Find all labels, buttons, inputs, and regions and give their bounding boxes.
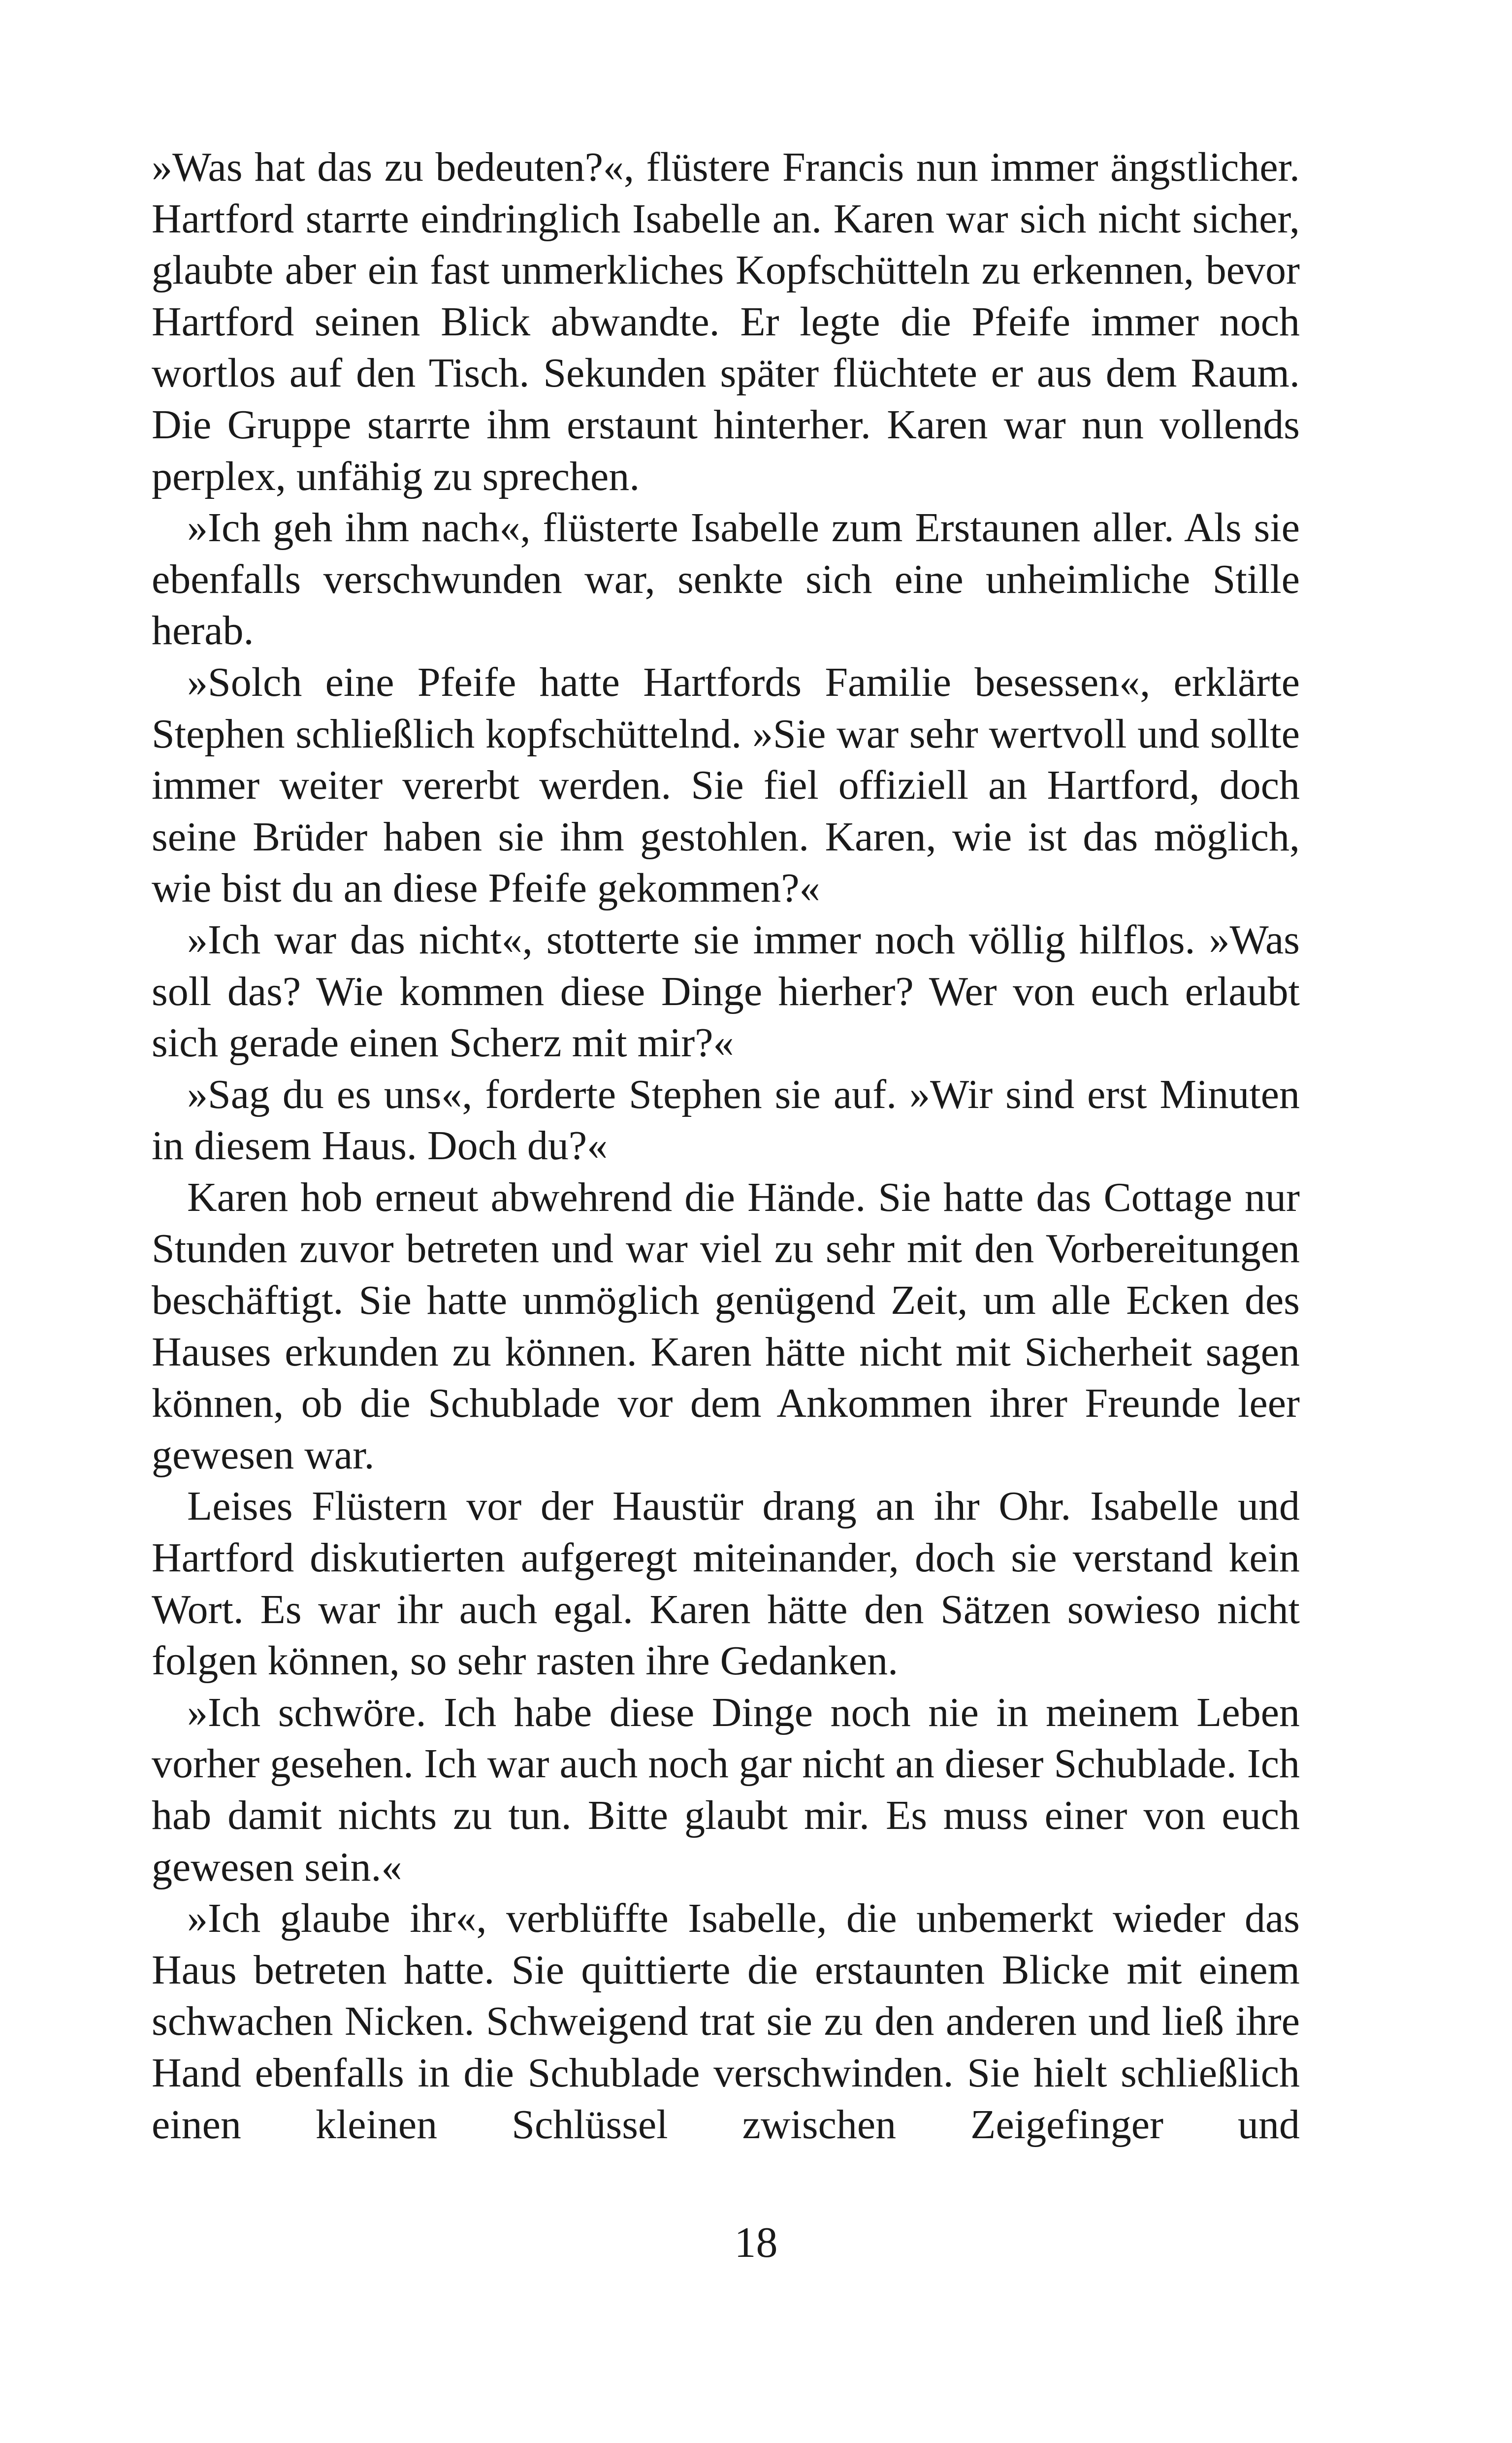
page-number: 18 (734, 2219, 778, 2267)
paragraph-9: »Ich glaube ihr«, verblüffte Isabelle, die unbemerkt wieder das Haus betreten hatte. Sie quittierte die erstaunten Blicke mit einem schwachen Nicken. Schweigend trat sie zu den anderen und ließ ihre Hand ebenfalls in die Schublade verschwinden. Sie hielt schließlich einen kleinen Schlüssel zwischen Zeigefinger und (152, 1895, 1300, 2148)
paragraph-7: Leises Flüstern vor der Haustür drang an ihr Ohr. Isabelle und Hartford diskutierten aufgeregt miteinander, doch sie verstand kein Wort. Es war ihr auch egal. Karen hätte den Sätzen sowieso nicht folgen können, so sehr rasten ihre Gedanken. (152, 1483, 1300, 1684)
paragraph-4: »Ich war das nicht«, stotterte sie immer noch völlig hilflos. »Was soll das? Wie kommen diese Dinge hierher? Wer von euch erlaubt sich gerade einen Scherz mit mir?« (152, 916, 1300, 1066)
paragraph-3: »Solch eine Pfeife hatte Hartfords Familie besessen«, erklärte Stephen schließlich kopfschüttelnd. »Sie war sehr wertvoll und sollte immer weiter vererbt werden. Sie fiel offiziell an Hartford, doch seine Brüder haben sie ihm gestohlen. Karen, wie ist das möglich, wie bist du an diese Pfeife gekommen?« (152, 659, 1300, 912)
paragraph-2: »Ich geh ihm nach«, flüsterte Isabelle zum Erstaunen aller. Als sie ebenfalls verschwunden war, senkte sich eine unheimliche Stille herab. (152, 505, 1300, 654)
paragraph-6: Karen hob erneut abwehrend die Hände. Sie hatte das Cottage nur Stunden zuvor betreten und war viel zu sehr mit den Vorbereitungen beschäftigt. Sie hatte unmöglich genügend Zeit, um alle Ecken des Hauses erkunden zu können. Karen hätte nicht mit Sicherheit sagen können, ob die Schublade vor dem Ankommen ihrer Freunde leer gewesen war. (152, 1174, 1300, 1478)
paragraph-5: »Sag du es uns«, forderte Stephen sie auf. »Wir sind erst Minuten in diesem Haus. Doch du?« (152, 1071, 1300, 1169)
paragraph-1: »Was hat das zu bedeuten?«, flüstere Francis nun immer ängstlicher. Hartford starrte eindringlich Isabelle an. Karen war sich nicht sicher, glaubte aber ein fast unmerkliches Kopfschütteln zu erkennen, bevor Hartford seinen Blick abwandte. Er legte die Pfeife immer noch wortlos auf den Tisch. Sekunden später flüchtete er aus dem Raum. Die Gruppe starrte ihm erstaunt hinterher. Karen war nun vollends perplex, unfähig zu sprechen. (152, 144, 1300, 499)
paragraph-8: »Ich schwöre. Ich habe diese Dinge noch nie in meinem Leben vorher gesehen. Ich war auch noch gar nicht an dieser Schublade. Ich hab damit nichts zu tun. Bitte glaubt mir. Es muss einer von euch gewesen sein.« (152, 1689, 1300, 1890)
body-text (152, 142, 1300, 2150)
